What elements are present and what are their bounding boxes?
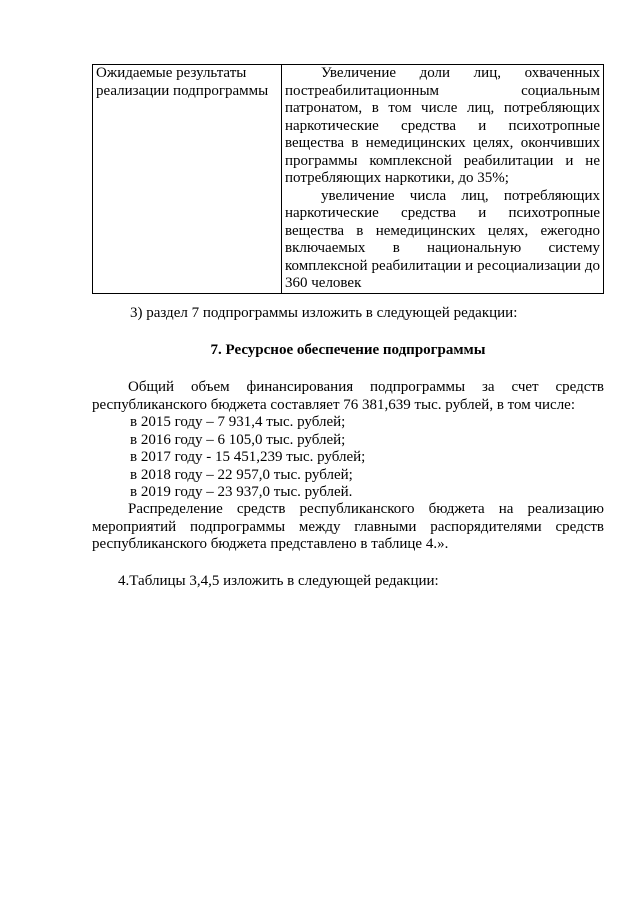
tables-instruction: 4.Таблицы 3,4,5 изложить в следующей редакции: <box>118 573 439 589</box>
table-label-cell: Ожидаемые результаты реализации подпрограммы <box>93 65 282 294</box>
year-item-2016: в 2016 году – 6 105,0 тыс. рублей; <box>130 431 346 448</box>
year-item-2015: в 2015 году – 7 931,4 тыс. рублей; <box>130 414 346 430</box>
funding-by-year-list <box>130 414 600 502</box>
year-item-2019: в 2019 году – 23 937,0 тыс. рублей. <box>130 484 353 500</box>
year-item-2018: в 2018 году – 22 957,0 тыс. рублей; <box>130 466 353 483</box>
section-heading: 7. Ресурсное обеспечение подпрограммы <box>210 342 486 358</box>
year-item-2017: в 2017 году - 15 451,239 тыс. рублей; <box>130 449 366 465</box>
distribution-paragraph: Распределение средств республиканского бюджета на реализацию мероприятий подпрограммы между главными распорядителями средств республиканского бюджета представлено в таблице 4.». <box>92 501 604 552</box>
table-content-cell <box>282 65 604 294</box>
table-paragraph-1: Увеличение доли лиц, охваченных постреабилитационным социальным патронатом, в том числе лиц, потребляющих наркотические средства и психотропные вещества в немедицинских целях, окончивших программы комплексной реабилитации и не потребляющих наркотики, до 35%; <box>285 65 600 186</box>
expected-results-table <box>92 64 604 294</box>
section-instruction: 3) раздел 7 подпрограммы изложить в следующей редакции: <box>130 305 518 321</box>
table-paragraph-2: увеличение числа лиц, потребляющих наркотические средства и психотропные вещества в немедицинских целях, ежегодно включаемых в национальную систему комплексной реабилитации и ресоциализации до 360 человек <box>285 187 600 291</box>
funding-intro: Общий объем финансирования подпрограммы за счет средств республиканского бюджета составляет 76 381,639 тыс. рублей, в том числе: <box>92 379 604 413</box>
table-row <box>93 65 604 294</box>
